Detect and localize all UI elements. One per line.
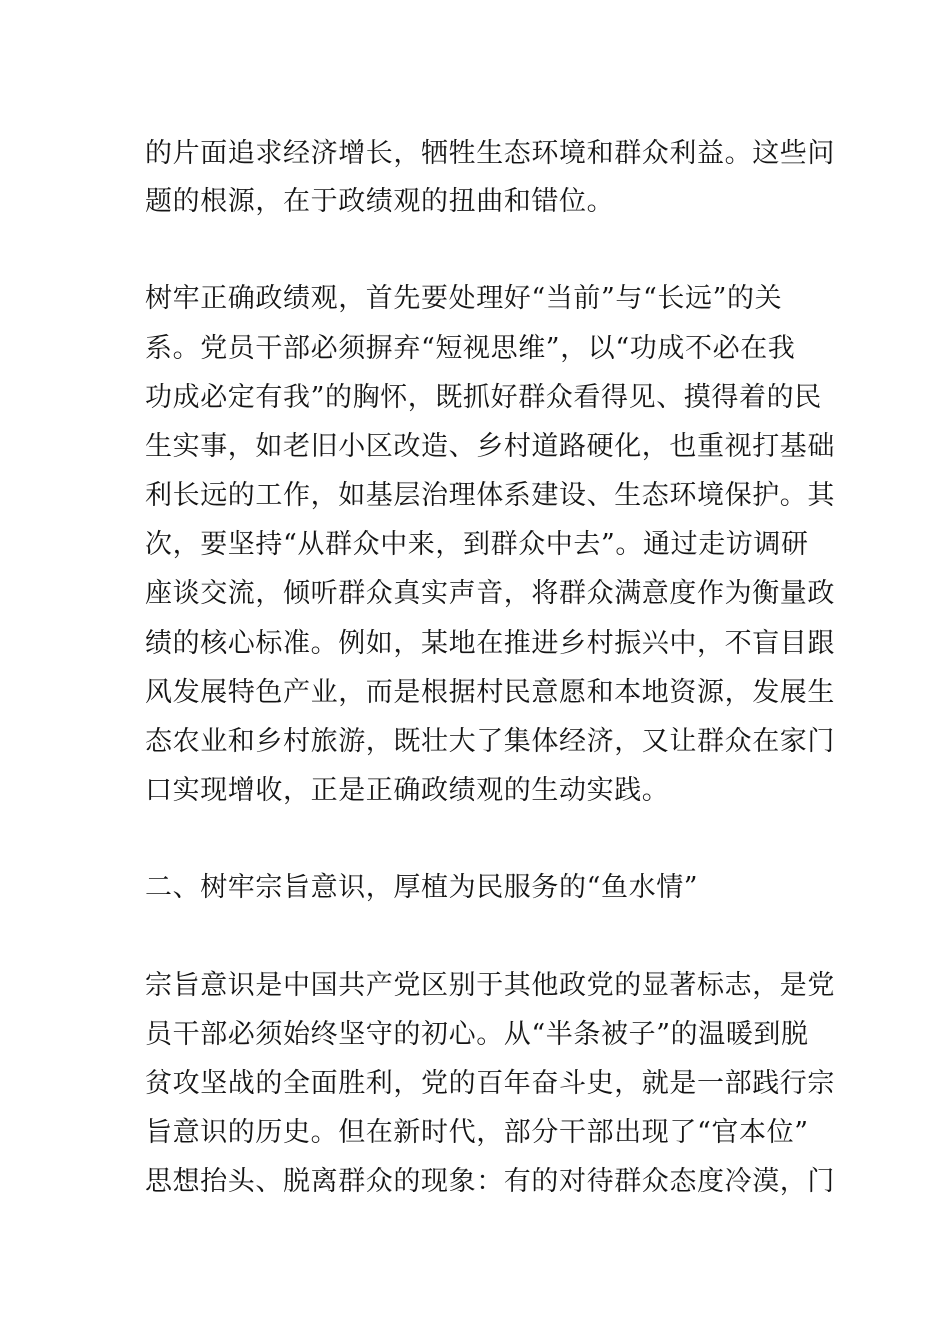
text-line: 思想抬头、脱离群众的现象：有的对待群众态度冷漠，门	[145, 1166, 835, 1197]
text-line: 座谈交流，倾听群众真实声音，将群众满意度作为衡量政	[145, 578, 835, 609]
text-line: 功成必定有我”的胸怀，既抓好群众看得见、摸得着的民	[145, 382, 822, 413]
text-line: 利长远的工作，如基层治理体系建设、生态环境保护。其	[145, 480, 835, 511]
text-line: 的片面追求经济增长，牺牲生态环境和群众利益。这些问	[145, 138, 835, 169]
section-heading: 二、树牢宗旨意识，厚植为民服务的“鱼水情”	[145, 872, 699, 903]
text-line: 态农业和乡村旅游，既壮大了集体经济，又让群众在家门	[145, 726, 835, 757]
text-line: 生实事，如老旧小区改造、乡村道路硬化，也重视打基础	[145, 431, 835, 462]
text-line: 树牢正确政绩观，首先要处理好“当前”与“长远”的关	[145, 283, 783, 314]
text-line: 宗旨意识是中国共产党区别于其他政党的显著标志，是党	[145, 970, 835, 1001]
text-line: 绩的核心标准。例如，某地在推进乡村振兴中，不盲目跟	[145, 628, 835, 659]
text-line: 员干部必须始终坚守的初心。从“半条被子”的温暖到脱	[145, 1019, 809, 1050]
text-line: 贫攻坚战的全面胜利，党的百年奋斗史，就是一部践行宗	[145, 1068, 835, 1099]
text-line: 题的根源，在于政绩观的扭曲和错位。	[145, 186, 615, 217]
text-line: 风发展特色产业，而是根据村民意愿和本地资源，发展生	[145, 677, 835, 708]
text-line: 旨意识的历史。但在新时代，部分干部出现了“官本位”	[145, 1117, 809, 1148]
text-line: 口实现增收，正是正确政绩观的生动实践。	[145, 775, 670, 806]
text-line: 系。党员干部必须摒弃“短视思维”，以“功成不必在我	[145, 333, 796, 364]
text-line: 次，要坚持“从群众中来，到群众中去”。通过走访调研	[145, 529, 809, 560]
